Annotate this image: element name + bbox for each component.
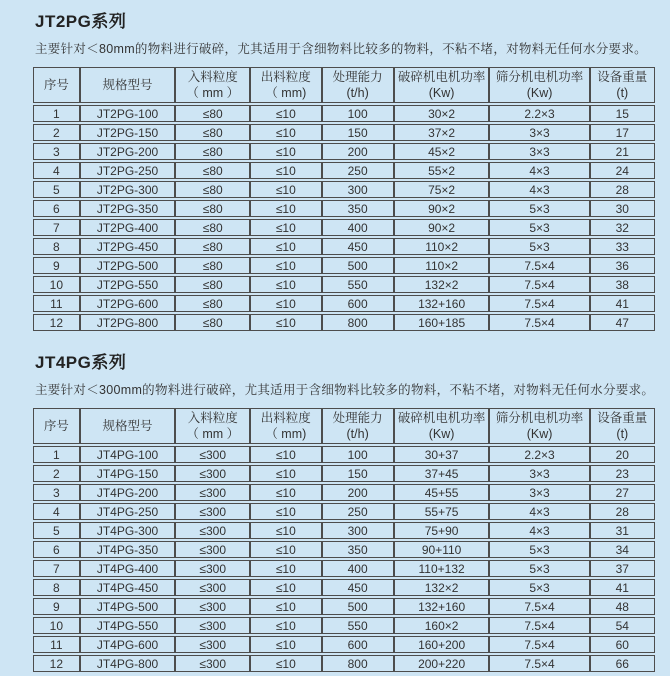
table-cell: 38 — [590, 276, 655, 293]
table-cell: 55×2 — [394, 162, 490, 179]
table-cell: 30 — [590, 200, 655, 217]
table-cell: 27 — [590, 484, 655, 501]
table-cell: ≤10 — [250, 257, 322, 274]
table-cell: 30+37 — [394, 446, 490, 463]
table-cell: 5×3 — [489, 579, 589, 596]
table-cell: 200 — [322, 484, 394, 501]
table-cell: JT4PG-600 — [80, 636, 176, 653]
table-cell: ≤80 — [175, 200, 250, 217]
table-cell: JT4PG-550 — [80, 617, 176, 634]
table-cell: ≤80 — [175, 238, 250, 255]
table-cell: 75+90 — [394, 522, 490, 539]
table-row — [33, 105, 655, 122]
table-cell: ≤80 — [175, 162, 250, 179]
column-header-crusher-power: 破碎机电机功率 (Kw) — [394, 408, 490, 444]
column-header-index: 序号 — [33, 408, 80, 444]
table-cell: 300 — [322, 181, 394, 198]
table-cell: ≤80 — [175, 124, 250, 141]
table-cell: 7.5×4 — [489, 295, 589, 312]
table-cell: JT2PG-500 — [80, 257, 176, 274]
table-cell: ≤300 — [175, 503, 250, 520]
table-cell: 9 — [33, 598, 80, 615]
table-cell: ≤10 — [250, 314, 322, 331]
table-cell: JT4PG-350 — [80, 541, 176, 558]
table-cell: 37 — [590, 560, 655, 577]
table-cell: JT2PG-350 — [80, 200, 176, 217]
column-header-model: 规格型号 — [80, 67, 176, 103]
table-cell: 37×2 — [394, 124, 490, 141]
table-row — [33, 522, 655, 539]
table-cell: 2 — [33, 124, 80, 141]
table-cell: 7.5×4 — [489, 655, 589, 672]
table-cell: ≤10 — [250, 181, 322, 198]
table-cell: 7.5×4 — [489, 636, 589, 653]
table-cell: 20 — [590, 446, 655, 463]
column-header-crusher-power: 破碎机电机功率 (Kw) — [394, 67, 490, 103]
table-cell: 5×3 — [489, 200, 589, 217]
table-cell: 45+55 — [394, 484, 490, 501]
table-cell: ≤10 — [250, 295, 322, 312]
table-cell: ≤80 — [175, 295, 250, 312]
table-cell: 11 — [33, 295, 80, 312]
table-cell: 32 — [590, 219, 655, 236]
column-header-index: 序号 — [33, 67, 80, 103]
section-title: JT4PG系列 — [35, 353, 127, 372]
table-cell: 7 — [33, 219, 80, 236]
table-header — [33, 67, 655, 103]
table-cell: JT4PG-450 — [80, 579, 176, 596]
table-cell: 160×2 — [394, 617, 490, 634]
column-header-feed-size: 入料粒度 （ mm ） — [175, 408, 250, 444]
table-cell: JT2PG-150 — [80, 124, 176, 141]
table-cell: 3×3 — [489, 124, 589, 141]
column-header-weight: 设备重量 (t) — [590, 408, 655, 444]
table-cell: ≤300 — [175, 617, 250, 634]
table-row — [33, 200, 655, 217]
table-cell: 450 — [322, 579, 394, 596]
table-cell: 110×2 — [394, 257, 490, 274]
table-cell: JT4PG-800 — [80, 655, 176, 672]
table-row — [33, 617, 655, 634]
table-cell: JT4PG-100 — [80, 446, 176, 463]
column-header-screen-power: 筛分机电机功率 (Kw) — [489, 408, 589, 444]
table-cell: ≤80 — [175, 314, 250, 331]
table-cell: 4×3 — [489, 503, 589, 520]
table-row — [33, 503, 655, 520]
table-cell: 30×2 — [394, 105, 490, 122]
table-cell: 110+132 — [394, 560, 490, 577]
table-cell: 33 — [590, 238, 655, 255]
table-cell: 450 — [322, 238, 394, 255]
table-cell: 60 — [590, 636, 655, 653]
table-cell: 37+45 — [394, 465, 490, 482]
table-cell: 110×2 — [394, 238, 490, 255]
column-header-output-size: 出料粒度 （ mm) — [250, 408, 322, 444]
table-cell: 7.5×4 — [489, 314, 589, 331]
table-cell: 12 — [33, 655, 80, 672]
table-row — [33, 257, 655, 274]
section-description: 主要针对＜300mm的物料进行破碎，尤其适用于含细物料比较多的物料，不粘不堵，对物料无任何水分要求。 — [35, 383, 655, 397]
table-header — [33, 408, 655, 444]
table-cell: 90+110 — [394, 541, 490, 558]
table-row — [33, 636, 655, 653]
table-cell: JT2PG-550 — [80, 276, 176, 293]
table-cell: 48 — [590, 598, 655, 615]
table-cell: 800 — [322, 655, 394, 672]
table-cell: 550 — [322, 276, 394, 293]
section-title: JT2PG系列 — [35, 12, 127, 31]
table-row — [33, 560, 655, 577]
table-cell: ≤10 — [250, 541, 322, 558]
table-cell: ≤80 — [175, 105, 250, 122]
table-cell: 4×3 — [489, 181, 589, 198]
table-cell: ≤10 — [250, 238, 322, 255]
table-cell: JT2PG-100 — [80, 105, 176, 122]
table-cell: 7.5×4 — [489, 617, 589, 634]
table-cell: ≤80 — [175, 219, 250, 236]
column-header-output-size: 出料粒度 （ mm) — [250, 67, 322, 103]
table-cell: ≤300 — [175, 465, 250, 482]
table-cell: 500 — [322, 598, 394, 615]
table-cell: JT2PG-200 — [80, 143, 176, 160]
table-row — [33, 181, 655, 198]
table-row — [33, 655, 655, 672]
table-cell: 36 — [590, 257, 655, 274]
table-cell: ≤10 — [250, 219, 322, 236]
table-cell: 500 — [322, 257, 394, 274]
table-cell: ≤10 — [250, 579, 322, 596]
table-cell: 6 — [33, 200, 80, 217]
table-cell: ≤300 — [175, 560, 250, 577]
table-cell: JT2PG-250 — [80, 162, 176, 179]
table-cell: 12 — [33, 314, 80, 331]
table-cell: 7.5×4 — [489, 598, 589, 615]
table-cell: 800 — [322, 314, 394, 331]
table-cell: ≤10 — [250, 522, 322, 539]
table-cell: ≤10 — [250, 143, 322, 160]
column-header-weight: 设备重量 (t) — [590, 67, 655, 103]
table-cell: 90×2 — [394, 219, 490, 236]
table-cell: 41 — [590, 579, 655, 596]
table-cell: JT2PG-600 — [80, 295, 176, 312]
table-row — [33, 276, 655, 293]
table-cell: JT4PG-200 — [80, 484, 176, 501]
table-cell: 4 — [33, 162, 80, 179]
table-cell: 100 — [322, 105, 394, 122]
table-cell: 250 — [322, 503, 394, 520]
table-cell: 3 — [33, 143, 80, 160]
table-cell: 75×2 — [394, 181, 490, 198]
table-cell: 132×2 — [394, 276, 490, 293]
table-cell: 2.2×3 — [489, 446, 589, 463]
table-cell: 350 — [322, 541, 394, 558]
table-cell: 3×3 — [489, 143, 589, 160]
table-cell: 350 — [322, 200, 394, 217]
table-cell: ≤10 — [250, 484, 322, 501]
table-cell: 5×3 — [489, 219, 589, 236]
table-row — [33, 579, 655, 596]
column-header-screen-power: 筛分机电机功率 (Kw) — [489, 67, 589, 103]
table-row — [33, 484, 655, 501]
table-cell: 150 — [322, 124, 394, 141]
section-jt4pg — [33, 348, 655, 674]
table-cell: 132+160 — [394, 598, 490, 615]
table-cell: 10 — [33, 617, 80, 634]
table-cell: ≤300 — [175, 655, 250, 672]
table-cell: JT2PG-800 — [80, 314, 176, 331]
table-cell: 132+160 — [394, 295, 490, 312]
table-cell: 100 — [322, 446, 394, 463]
table-cell: 2 — [33, 465, 80, 482]
table-cell: ≤10 — [250, 276, 322, 293]
table-cell: 7.5×4 — [489, 257, 589, 274]
table-cell: 600 — [322, 295, 394, 312]
table-row — [33, 314, 655, 331]
table-cell: 4 — [33, 503, 80, 520]
table-cell: ≤10 — [250, 636, 322, 653]
table-cell: ≤300 — [175, 636, 250, 653]
column-header-model: 规格型号 — [80, 408, 176, 444]
table-cell: 160+185 — [394, 314, 490, 331]
table-cell: ≤80 — [175, 276, 250, 293]
table-cell: 150 — [322, 465, 394, 482]
table-cell: 10 — [33, 276, 80, 293]
table-row — [33, 238, 655, 255]
table-cell: 2.2×3 — [489, 105, 589, 122]
table-cell: 5 — [33, 181, 80, 198]
table-cell: 3×3 — [489, 484, 589, 501]
table-row — [33, 162, 655, 179]
table-cell: 41 — [590, 295, 655, 312]
table-row — [33, 598, 655, 615]
table-cell: 160+200 — [394, 636, 490, 653]
table-row — [33, 541, 655, 558]
table-cell: ≤10 — [250, 617, 322, 634]
table-cell: 1 — [33, 105, 80, 122]
table-cell: 5×3 — [489, 560, 589, 577]
table-cell: 55+75 — [394, 503, 490, 520]
table-cell: 24 — [590, 162, 655, 179]
table-cell: ≤80 — [175, 143, 250, 160]
table-cell: 250 — [322, 162, 394, 179]
table-row — [33, 124, 655, 141]
table-cell: 5 — [33, 522, 80, 539]
table-cell: 300 — [322, 522, 394, 539]
table-cell: ≤10 — [250, 200, 322, 217]
table-cell: 4×3 — [489, 162, 589, 179]
table-cell: JT4PG-300 — [80, 522, 176, 539]
table-cell: 66 — [590, 655, 655, 672]
table-cell: 132×2 — [394, 579, 490, 596]
table-cell: JT2PG-400 — [80, 219, 176, 236]
table-cell: 28 — [590, 503, 655, 520]
table-cell: 54 — [590, 617, 655, 634]
section-description: 主要针对＜80mm的物料进行破碎，尤其适用于含细物料比较多的物料，不粘不堵，对物料无任何水分要求。 — [35, 42, 647, 56]
table-cell: JT2PG-450 — [80, 238, 176, 255]
table-row — [33, 465, 655, 482]
table-cell: JT2PG-300 — [80, 181, 176, 198]
table-cell: ≤10 — [250, 655, 322, 672]
table-cell: 9 — [33, 257, 80, 274]
table-cell: ≤300 — [175, 484, 250, 501]
column-header-capacity: 处理能力 (t/h) — [322, 408, 394, 444]
table-cell: ≤300 — [175, 541, 250, 558]
table-cell: 31 — [590, 522, 655, 539]
table-cell: 600 — [322, 636, 394, 653]
table-cell: 47 — [590, 314, 655, 331]
table-cell: 4×3 — [489, 522, 589, 539]
section-jt2pg — [33, 7, 655, 333]
table-cell: 17 — [590, 124, 655, 141]
table-cell: 8 — [33, 579, 80, 596]
table-cell: ≤10 — [250, 598, 322, 615]
table-cell: 11 — [33, 636, 80, 653]
table-cell: 550 — [322, 617, 394, 634]
table-body — [33, 446, 655, 672]
table-cell: 21 — [590, 143, 655, 160]
column-header-capacity: 处理能力 (t/h) — [322, 67, 394, 103]
table-cell: 400 — [322, 219, 394, 236]
table-cell: 3 — [33, 484, 80, 501]
table-cell: JT4PG-500 — [80, 598, 176, 615]
table-cell: ≤80 — [175, 181, 250, 198]
table-cell: ≤300 — [175, 579, 250, 596]
table-row — [33, 219, 655, 236]
table-header-row — [33, 408, 655, 444]
table-row — [33, 295, 655, 312]
table-cell: ≤300 — [175, 598, 250, 615]
table-cell: 400 — [322, 560, 394, 577]
jt2pg-spec-table — [33, 65, 655, 333]
table-cell: ≤10 — [250, 465, 322, 482]
table-cell: 3×3 — [489, 465, 589, 482]
table-cell: 90×2 — [394, 200, 490, 217]
table-cell: ≤300 — [175, 446, 250, 463]
table-cell: JT4PG-400 — [80, 560, 176, 577]
table-cell: 7 — [33, 560, 80, 577]
table-cell: 200 — [322, 143, 394, 160]
table-cell: 28 — [590, 181, 655, 198]
table-cell: 23 — [590, 465, 655, 482]
table-cell: ≤10 — [250, 162, 322, 179]
column-header-feed-size: 入料粒度 （ mm ） — [175, 67, 250, 103]
table-cell: ≤10 — [250, 446, 322, 463]
table-cell: ≤300 — [175, 522, 250, 539]
table-cell: 8 — [33, 238, 80, 255]
table-cell: ≤10 — [250, 124, 322, 141]
table-header-row — [33, 67, 655, 103]
table-cell: 45×2 — [394, 143, 490, 160]
table-cell: 6 — [33, 541, 80, 558]
table-cell: JT4PG-250 — [80, 503, 176, 520]
table-cell: 200+220 — [394, 655, 490, 672]
table-cell: JT4PG-150 — [80, 465, 176, 482]
table-cell: ≤10 — [250, 105, 322, 122]
table-cell: 15 — [590, 105, 655, 122]
table-cell: 34 — [590, 541, 655, 558]
jt4pg-spec-table — [33, 406, 655, 674]
table-cell: 5×3 — [489, 541, 589, 558]
table-cell: ≤10 — [250, 560, 322, 577]
table-body — [33, 105, 655, 331]
table-cell: 7.5×4 — [489, 276, 589, 293]
table-cell: 5×3 — [489, 238, 589, 255]
table-row — [33, 446, 655, 463]
table-cell: 1 — [33, 446, 80, 463]
table-cell: ≤10 — [250, 503, 322, 520]
table-cell: ≤80 — [175, 257, 250, 274]
table-row — [33, 143, 655, 160]
